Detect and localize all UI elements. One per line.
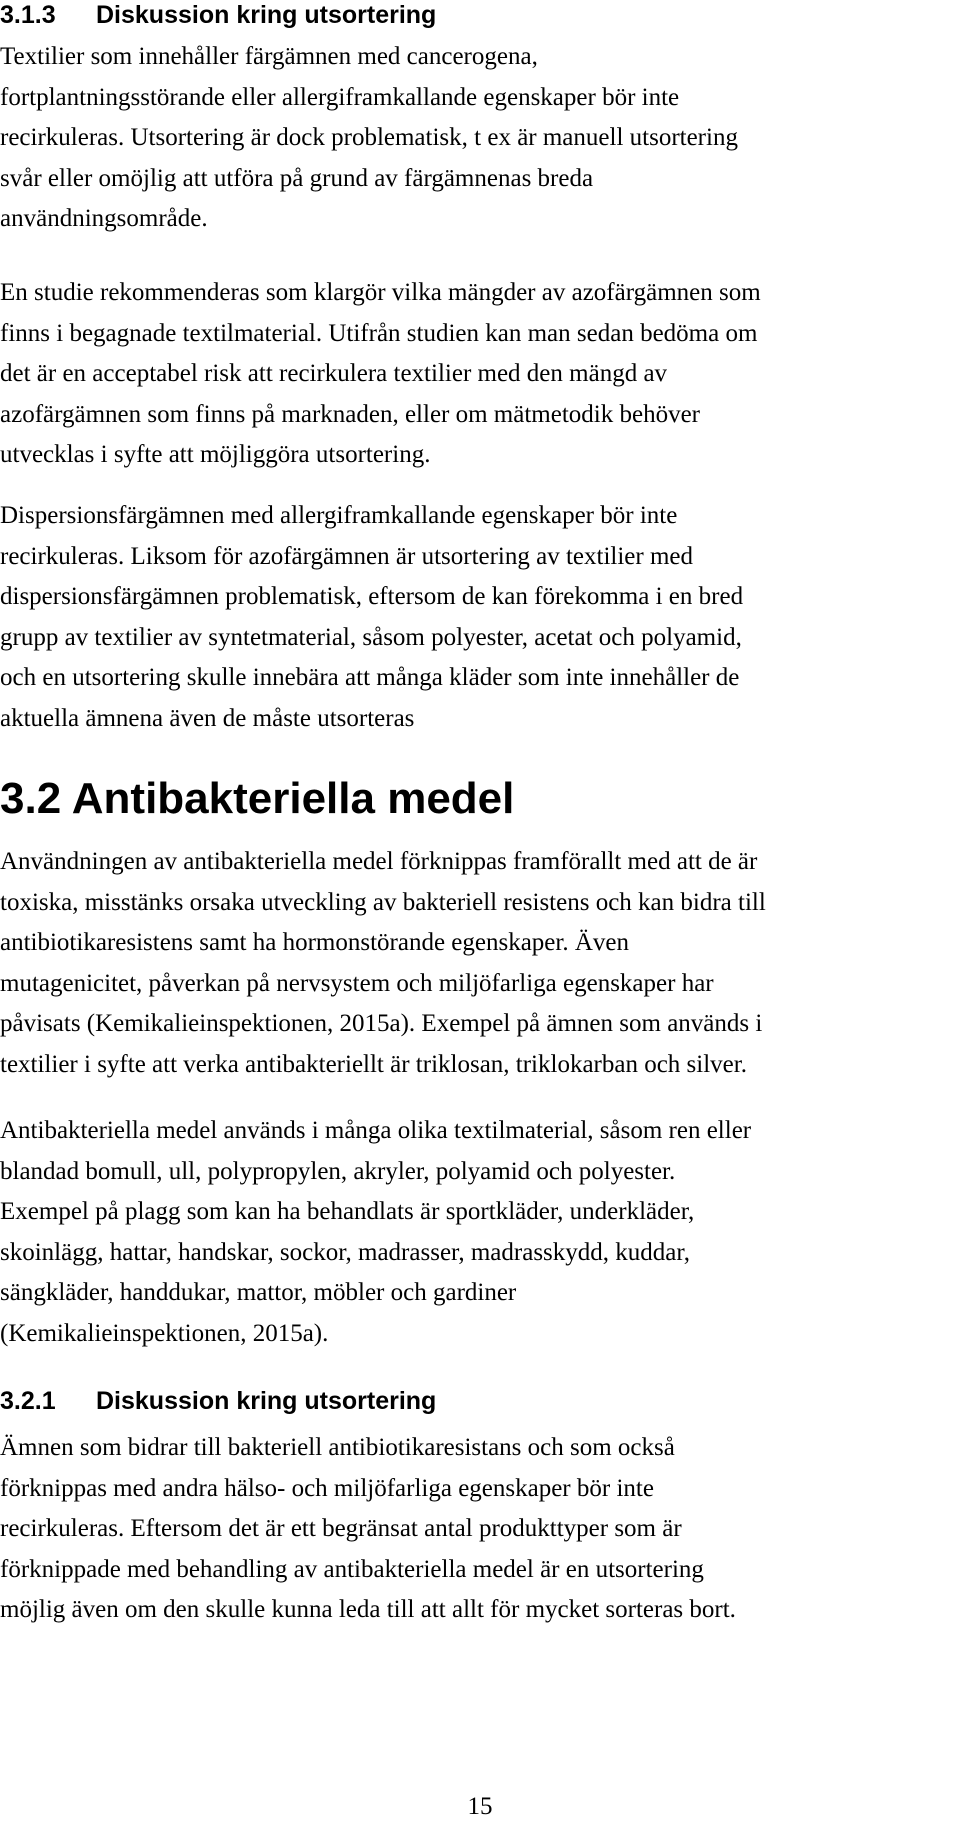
text-line: Ämnen som bidrar till bakteriell antibiotikaresistans och som också xyxy=(0,1434,675,1461)
section-number: 3.1.3 xyxy=(0,1,56,29)
text-line: det är en acceptabel risk att recirkulera textilier med den mängd av xyxy=(0,360,668,387)
section-heading-3-1-3 xyxy=(0,0,436,30)
text-line: påvisats (Kemikalieinspektionen, 2015a). Exempel på ämnen som används i xyxy=(0,1010,763,1037)
text-line: grupp av textilier av syntetmaterial, såsom polyester, acetat och polyamid, xyxy=(0,623,742,651)
section-title: Diskussion kring utsortering xyxy=(96,1,437,29)
paragraph xyxy=(0,842,766,1085)
text-line: skoinlägg, hattar, handskar, sockor, madrasser, madrasskydd, kuddar, xyxy=(0,1238,690,1266)
paragraph xyxy=(0,37,738,240)
text-line: antibiotikaresistens samt ha hormonstörande egenskaper. Även xyxy=(0,929,630,956)
paragraph xyxy=(0,496,743,739)
text-line: Dispersionsfärgämnen med allergiframkallande egenskaper bör inte xyxy=(0,502,678,529)
section-title: Antibakteriella medel xyxy=(71,774,515,823)
text-line: Exempel på plagg som kan ha behandlats är sportkläder, underkläder, xyxy=(0,1198,695,1225)
text-line: recirkuleras. Utsortering är dock problematisk, t ex är manuell utsortering xyxy=(0,124,738,151)
text-line: mutagenicitet, påverkan på nervsystem och miljöfarliga egenskaper har xyxy=(0,969,714,997)
text-line: Textilier som innehåller färgämnen med cancerogena, xyxy=(0,43,538,70)
text-line: användningsområde. xyxy=(0,205,208,232)
text-line: möjlig även om den skulle kunna leda till att allt för mycket sorteras bort. xyxy=(0,1596,736,1623)
text-line: recirkuleras. Liksom för azofärgämnen är utsortering av textilier med xyxy=(0,542,694,570)
section-number: 3.2.1 xyxy=(0,1387,56,1415)
text-line: förknippas med andra hälso- och miljöfarliga egenskaper bör inte xyxy=(0,1474,654,1502)
text-line: azofärgämnen som finns på marknaden, eller om mätmetodik behöver xyxy=(0,400,700,428)
text-line: (Kemikalieinspektionen, 2015a). xyxy=(0,1319,329,1347)
text-line: Användningen av antibakteriella medel förknippas framförallt med att de är xyxy=(0,848,758,875)
text-line: textilier i syfte att verka antibakteriellt är triklosan, triklokarban och silver. xyxy=(0,1050,747,1078)
section-heading-3-2-1 xyxy=(0,1386,436,1416)
text-line: En studie rekommenderas som klargör vilka mängder av azofärgämnen som xyxy=(0,279,761,306)
text-line: toxiska, misstänks orsaka utveckling av bakteriell resistens och kan bidra till xyxy=(0,888,766,916)
text-line: förknippade med behandling av antibakteriella medel är en utsortering xyxy=(0,1555,704,1583)
text-line: recirkuleras. Eftersom det är ett begränsat antal produkttyper som är xyxy=(0,1515,682,1542)
text-line: blandad bomull, ull, polypropylen, akryler, polyamid och polyester. xyxy=(0,1157,676,1185)
paragraph xyxy=(0,1111,751,1354)
paragraph xyxy=(0,1428,736,1631)
text-line: Antibakteriella medel används i många olika textilmaterial, såsom ren eller xyxy=(0,1117,752,1144)
text-line: och en utsortering skulle innebära att många kläder som inte innehåller de xyxy=(0,664,740,691)
text-line: utvecklas i syfte att möjliggöra utsortering. xyxy=(0,441,431,468)
text-line: dispersionsfärgämnen problematisk, eftersom de kan förekomma i en bred xyxy=(0,583,744,610)
section-heading-3-2 xyxy=(0,773,514,825)
paragraph xyxy=(0,273,761,476)
page-number: 15 xyxy=(467,1793,493,1820)
text-line: fortplantningsstörande eller allergiframkallande egenskaper bör inte xyxy=(0,83,680,111)
section-number: 3.2 xyxy=(0,774,62,823)
text-line: finns i begagnade textilmaterial. Utifrån studien kan man sedan bedöma om xyxy=(0,319,758,347)
text-line: aktuella ämnena även de måste utsorteras xyxy=(0,704,415,732)
text-line: svår eller omöjlig att utföra på grund av färgämnenas breda xyxy=(0,164,594,192)
section-title: Diskussion kring utsortering xyxy=(96,1387,437,1415)
text-line: sängkläder, handdukar, mattor, möbler och gardiner xyxy=(0,1279,517,1306)
